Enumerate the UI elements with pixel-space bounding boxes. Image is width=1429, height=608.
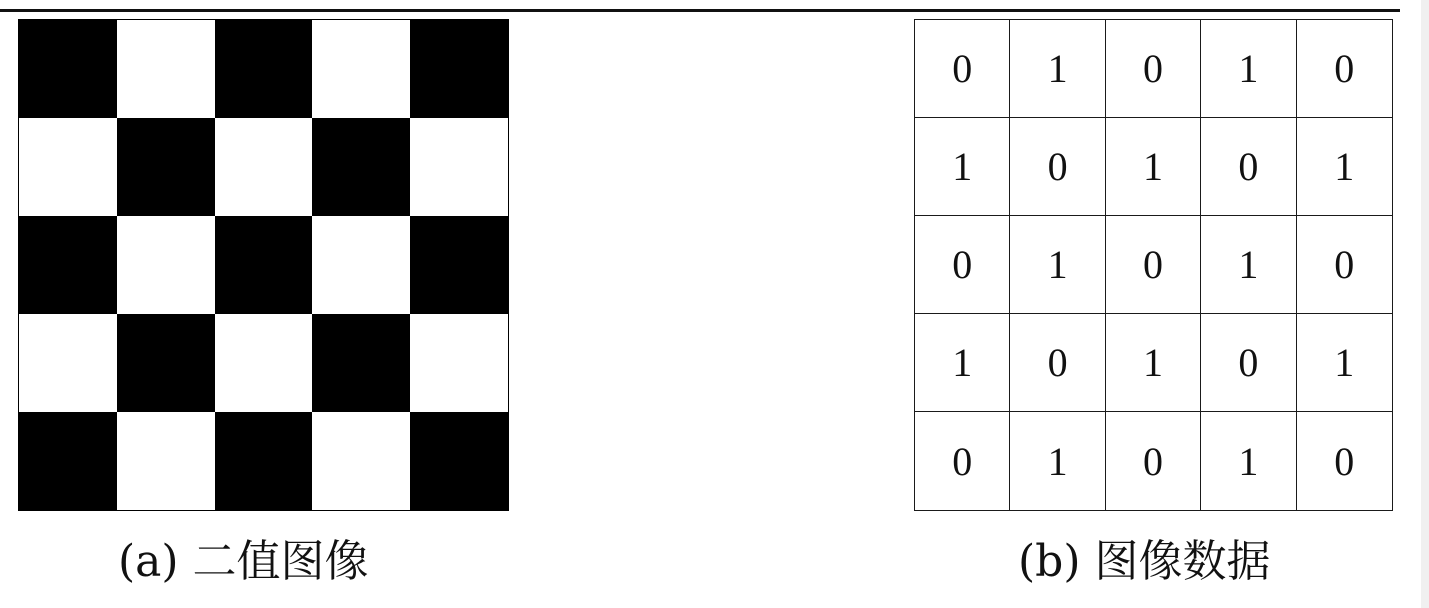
- pixel-r4-c3: [215, 314, 313, 412]
- matrix-cell-r5-c4: 1: [1201, 412, 1296, 510]
- binary-image-checkerboard: [18, 19, 509, 511]
- pixel-r1-c2: [117, 20, 215, 118]
- matrix-cell-r5-c3: 0: [1106, 412, 1201, 510]
- matrix-cell-r3-c3: 0: [1106, 216, 1201, 314]
- matrix-cell-r5-c2: 1: [1010, 412, 1105, 510]
- pixel-r1-c4: [312, 20, 410, 118]
- matrix-cell-r4-c5: 1: [1297, 314, 1392, 412]
- top-rule: [0, 9, 1400, 12]
- caption-image-data: (b) 图像数据: [1018, 536, 1271, 587]
- pixel-r3-c1: [19, 216, 117, 314]
- matrix-cell-r3-c2: 1: [1010, 216, 1105, 314]
- pixel-r3-c4: [312, 216, 410, 314]
- pixel-r2-c4: [312, 118, 410, 216]
- matrix-cell-r4-c3: 1: [1106, 314, 1201, 412]
- pixel-r2-c3: [215, 118, 313, 216]
- pixel-r4-c1: [19, 314, 117, 412]
- matrix-cell-r2-c4: 0: [1201, 118, 1296, 216]
- pixel-r4-c2: [117, 314, 215, 412]
- matrix-cell-r1-c1: 0: [915, 20, 1010, 118]
- matrix-cell-r2-c5: 1: [1297, 118, 1392, 216]
- matrix-cell-r3-c5: 0: [1297, 216, 1392, 314]
- right-edge-strip: [1421, 0, 1429, 608]
- pixel-r1-c3: [215, 20, 313, 118]
- pixel-r1-c5: [410, 20, 508, 118]
- caption-binary-image: (a) 二值图像: [118, 536, 369, 587]
- pixel-r4-c4: [312, 314, 410, 412]
- pixel-r2-c2: [117, 118, 215, 216]
- image-data-matrix: [914, 19, 1393, 511]
- matrix-cell-r4-c2: 0: [1010, 314, 1105, 412]
- matrix-cell-r2-c3: 1: [1106, 118, 1201, 216]
- pixel-r5-c3: [215, 412, 313, 510]
- matrix-cell-r1-c5: 0: [1297, 20, 1392, 118]
- pixel-r5-c5: [410, 412, 508, 510]
- pixel-r3-c3: [215, 216, 313, 314]
- pixel-r5-c4: [312, 412, 410, 510]
- matrix-cell-r3-c1: 0: [915, 216, 1010, 314]
- pixel-r5-c1: [19, 412, 117, 510]
- matrix-cell-r5-c1: 0: [915, 412, 1010, 510]
- matrix-cell-r4-c4: 0: [1201, 314, 1296, 412]
- pixel-r5-c2: [117, 412, 215, 510]
- pixel-r1-c1: [19, 20, 117, 118]
- matrix-cell-r1-c4: 1: [1201, 20, 1296, 118]
- matrix-cell-r5-c5: 0: [1334, 438, 1355, 484]
- matrix-cell-r4-c1: 1: [915, 314, 1010, 412]
- matrix-cell-r1-c3: 0: [1106, 20, 1201, 118]
- matrix-cell-r2-c2: 0: [1010, 118, 1105, 216]
- pixel-r3-c5: [410, 216, 508, 314]
- matrix-cell-r2-c1: 1: [915, 118, 1010, 216]
- matrix-cell-r3-c4: 1: [1201, 216, 1296, 314]
- pixel-r3-c2: [117, 216, 215, 314]
- pixel-r2-c1: [19, 118, 117, 216]
- pixel-r2-c5: [410, 118, 508, 216]
- matrix-cell-r1-c2: 1: [1010, 20, 1105, 118]
- pixel-r4-c5: [410, 314, 508, 412]
